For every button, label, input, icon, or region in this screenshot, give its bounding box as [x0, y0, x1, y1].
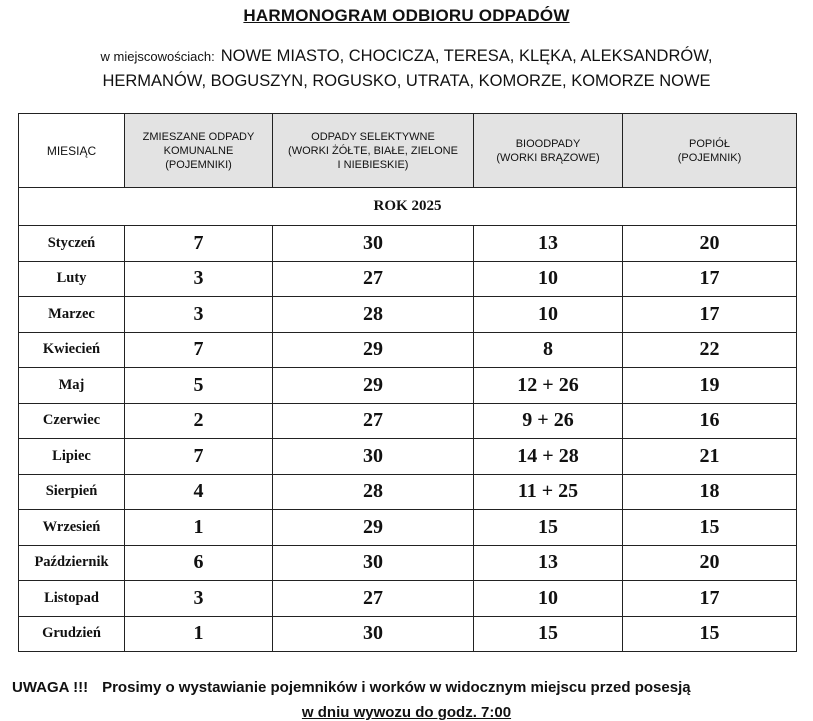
bio-waste-cell: 13 — [474, 226, 623, 262]
notice-line-1 — [12, 679, 812, 696]
header-row — [19, 114, 797, 188]
table-row — [19, 226, 797, 262]
table-row — [19, 616, 797, 652]
ash-cell: 18 — [623, 474, 797, 510]
header-bio-waste — [474, 114, 623, 188]
header-selective-line-3: I NIEBIESKIE) — [337, 158, 409, 171]
month-cell: Czerwiec — [19, 403, 125, 439]
table-row — [19, 545, 797, 581]
mixed-waste-cell: 6 — [125, 545, 273, 581]
ash-cell: 20 — [623, 545, 797, 581]
ash-cell: 15 — [623, 616, 797, 652]
bio-waste-cell: 8 — [474, 332, 623, 368]
header-bio-line-1: BIOODPADY — [515, 137, 581, 150]
table-row — [19, 403, 797, 439]
bio-waste-cell: 10 — [474, 581, 623, 617]
month-cell: Październik — [19, 545, 125, 581]
month-cell: Grudzień — [19, 616, 125, 652]
bio-waste-cell: 10 — [474, 261, 623, 297]
table-row — [19, 510, 797, 546]
selective-waste-cell: 27 — [273, 403, 474, 439]
ash-cell: 17 — [623, 297, 797, 333]
locations-line-1-text: NOWE MIASTO, CHOCICZA, TERESA, KLĘKA, ALEKSANDRÓW, — [220, 47, 713, 65]
month-cell: Kwiecień — [19, 332, 125, 368]
month-cell: Lipiec — [19, 439, 125, 475]
header-ash — [623, 114, 797, 188]
locations-prefix: w miejscowościach: — [100, 49, 215, 64]
selective-waste-cell: 29 — [273, 510, 474, 546]
header-ash-line-1: POPIÓŁ — [689, 137, 730, 150]
mixed-waste-cell: 5 — [125, 368, 273, 404]
mixed-waste-cell: 7 — [125, 226, 273, 262]
schedule-table — [18, 113, 797, 652]
header-bio-line-2: (WORKI BRĄZOWE) — [496, 151, 600, 164]
table-row — [19, 332, 797, 368]
ash-cell: 15 — [623, 510, 797, 546]
table-row — [19, 474, 797, 510]
month-cell: Luty — [19, 261, 125, 297]
locations-list — [0, 44, 813, 93]
selective-waste-cell: 28 — [273, 474, 474, 510]
selective-waste-cell: 29 — [273, 368, 474, 404]
month-cell: Wrzesień — [19, 510, 125, 546]
page-title: HARMONOGRAM ODBIORU ODPADÓW — [243, 6, 570, 25]
mixed-waste-cell: 3 — [125, 261, 273, 297]
year-label: ROK 2025 — [19, 188, 797, 226]
mixed-waste-cell: 7 — [125, 332, 273, 368]
ash-cell: 17 — [623, 261, 797, 297]
ash-cell: 16 — [623, 403, 797, 439]
table-row — [19, 439, 797, 475]
selective-waste-cell: 30 — [273, 545, 474, 581]
bio-waste-cell: 15 — [474, 616, 623, 652]
table-row — [19, 581, 797, 617]
mixed-waste-cell: 3 — [125, 297, 273, 333]
mixed-waste-cell: 1 — [125, 510, 273, 546]
bio-waste-cell: 10 — [474, 297, 623, 333]
selective-waste-cell: 30 — [273, 226, 474, 262]
selective-waste-cell: 27 — [273, 261, 474, 297]
bio-waste-cell: 15 — [474, 510, 623, 546]
mixed-waste-cell: 4 — [125, 474, 273, 510]
header-selective-line-2: (WORKI ŻÓŁTE, BIAŁE, ZIELONE — [288, 144, 458, 157]
header-mixed-waste — [125, 114, 273, 188]
mixed-waste-cell: 1 — [125, 616, 273, 652]
notice-warning: UWAGA !!! — [12, 679, 89, 696]
locations-line-1 — [0, 44, 813, 69]
bio-waste-cell: 9 + 26 — [474, 403, 623, 439]
ash-cell: 17 — [623, 581, 797, 617]
header-selective-line-1: ODPADY SELEKTYWNE — [311, 130, 435, 143]
selective-waste-cell: 29 — [273, 332, 474, 368]
header-mixed-line-3: (POJEMNIKI) — [165, 158, 232, 171]
table-row — [19, 297, 797, 333]
notice-text: Prosimy o wystawianie pojemników i worków w widocznym miejscu przed posesją — [102, 679, 691, 696]
month-cell: Maj — [19, 368, 125, 404]
ash-cell: 22 — [623, 332, 797, 368]
notice-line-2 — [0, 704, 813, 721]
month-cell: Styczeń — [19, 226, 125, 262]
header-ash-line-2: (POJEMNIK) — [677, 151, 742, 164]
mixed-waste-cell: 2 — [125, 403, 273, 439]
year-row — [19, 188, 797, 226]
selective-waste-cell: 30 — [273, 616, 474, 652]
bio-waste-cell: 14 + 28 — [474, 439, 623, 475]
locations-line-2: HERMANÓW, BOGUSZYN, ROGUSKO, UTRATA, KOMORZE, KOMORZE NOWE — [102, 72, 711, 90]
selective-waste-cell: 28 — [273, 297, 474, 333]
mixed-waste-cell: 7 — [125, 439, 273, 475]
table-row — [19, 368, 797, 404]
header-mixed-line-1: ZMIESZANE ODPADY — [142, 130, 255, 143]
bio-waste-cell: 12 + 26 — [474, 368, 623, 404]
bio-waste-cell: 13 — [474, 545, 623, 581]
table-row — [19, 261, 797, 297]
header-month: MIESIĄC — [19, 114, 125, 188]
selective-waste-cell: 30 — [273, 439, 474, 475]
schedule-rows — [19, 226, 797, 652]
month-cell: Listopad — [19, 581, 125, 617]
mixed-waste-cell: 3 — [125, 581, 273, 617]
ash-cell: 20 — [623, 226, 797, 262]
header-mixed-line-2: KOMUNALNE — [163, 144, 234, 157]
selective-waste-cell: 27 — [273, 581, 474, 617]
ash-cell: 19 — [623, 368, 797, 404]
month-cell: Marzec — [19, 297, 125, 333]
ash-cell: 21 — [623, 439, 797, 475]
month-cell: Sierpień — [19, 474, 125, 510]
notice-deadline: w dniu wywozu do godz. 7:00 — [301, 704, 512, 721]
bio-waste-cell: 11 + 25 — [474, 474, 623, 510]
header-selective-waste — [273, 114, 474, 188]
